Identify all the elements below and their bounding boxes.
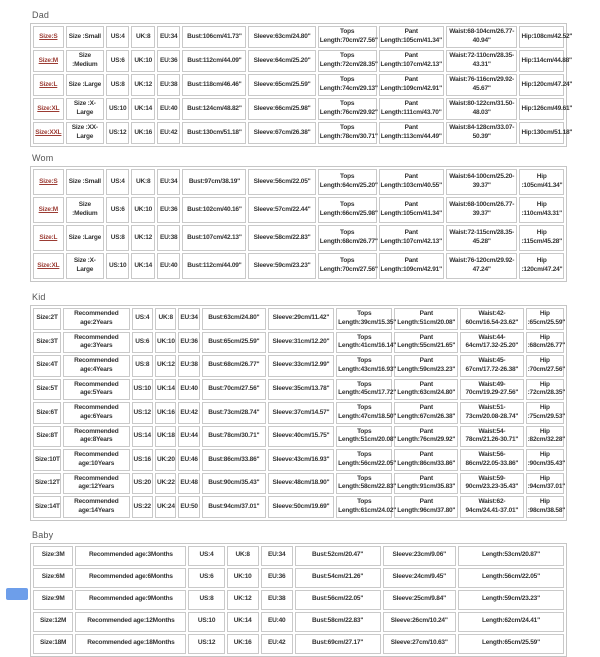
cell-bust: Bust:54cm/21.26": [295, 568, 381, 588]
cell-waist: Waist:59-90cm/23.23-35.43": [460, 473, 523, 495]
size-link[interactable]: Size:XXL: [35, 128, 62, 136]
cell-sleeve: Sleeve:56cm/22.05": [248, 169, 315, 195]
cell-bust: Bust:118cm/46.46": [182, 74, 246, 96]
cell-sleeve: Sleeve:67cm/26.38": [248, 122, 315, 144]
cell-size-name: Size :Large: [66, 225, 104, 251]
cell-recommended-age: Recommended age:12Months: [75, 612, 186, 632]
cell-bust: Bust:56cm/22.05": [295, 590, 381, 610]
cell-sleeve: Sleeve:24cm/9.45": [383, 568, 456, 588]
cell-waist: Waist:72-110cm/28.35-43.31": [446, 50, 518, 72]
cell-tops-length: Tops Length:74cm/29.13": [318, 74, 377, 96]
cell-eu: EU:38: [157, 225, 181, 251]
cell-sleeve: Sleeve:59cm/23.23": [248, 253, 315, 279]
table-row: [33, 332, 564, 354]
cell-hip: Hip :98cm/38.58": [526, 496, 564, 518]
cell-bust: Bust:124cm/48.82": [182, 98, 246, 120]
cell-sleeve: Sleeve:43cm/16.93": [268, 449, 334, 471]
table-row: [33, 308, 564, 330]
cell-uk: UK:10: [155, 332, 176, 354]
cell-waist: Waist:76-120cm/29.92-47.24": [446, 253, 518, 279]
size-link[interactable]: Size:L: [39, 233, 58, 241]
cell-sleeve: Sleeve:50cm/19.69": [268, 496, 334, 518]
cell-recommended-age: Recommended age:9Months: [75, 590, 186, 610]
cell-eu: EU:38: [261, 590, 293, 610]
cell-size: Size:12T: [33, 473, 61, 495]
size-link[interactable]: Size:S: [39, 32, 58, 40]
size-section-kid: [30, 292, 600, 521]
section-label-wom: Wom: [32, 153, 54, 163]
cell-uk: UK:12: [227, 590, 259, 610]
cell-us: US:4: [188, 546, 224, 566]
cell-us: US:4: [132, 308, 153, 330]
cell-waist: Waist:51-73cm/20.08-28.74": [460, 402, 523, 424]
cell-us: US:20: [132, 473, 153, 495]
cell-us: US:12: [106, 122, 130, 144]
cell-tops-length: Tops Length:45cm/17.72": [336, 379, 392, 401]
cell-us: US:6: [132, 332, 153, 354]
cell-sleeve: Sleeve:29cm/11.42": [268, 308, 334, 330]
cell-hip: Hip :72cm/28.35": [526, 379, 564, 401]
table-row: [33, 225, 564, 251]
cell-waist: Waist:45-67cm/17.72-26.38": [460, 355, 523, 377]
size-link[interactable]: Size:XL: [37, 104, 60, 112]
cell-recommended-age: Recommended age:3Years: [63, 332, 129, 354]
size-table-kid: [30, 305, 567, 521]
table-row: [33, 122, 564, 144]
cell-uk: UK:14: [227, 612, 259, 632]
cell-hip: Hip :75cm/29.53": [526, 402, 564, 424]
cell-size-name: Size :Small: [66, 26, 104, 48]
cell-recommended-age: Recommended age:6Years: [63, 402, 129, 424]
cell-us: US:8: [188, 590, 224, 610]
size-table-dad: [30, 23, 573, 147]
cell-waist: Waist:76-116cm/29.92-45.67": [446, 74, 518, 96]
cell-eu: EU:34: [157, 26, 181, 48]
cell-size: [33, 197, 64, 223]
cell-tops-length: Tops Length:43cm/16.93": [336, 355, 392, 377]
cell-uk: UK:8: [131, 169, 155, 195]
cell-eu: EU:36: [157, 50, 181, 72]
cell-us: US:8: [106, 225, 130, 251]
cell-tops-length: Tops Length:76cm/29.92": [318, 98, 377, 120]
table-row: [33, 634, 564, 654]
cell-hip: Hip :68cm/26.77": [526, 332, 564, 354]
cell-uk: UK:10: [131, 50, 155, 72]
cell-sleeve: Sleeve:64cm/25.20": [248, 50, 315, 72]
cell-length: Length:53cm/20.87": [458, 546, 564, 566]
cell-hip: Hip:114cm/44.88": [519, 50, 564, 72]
cell-bust: Bust:97cm/38.19": [182, 169, 246, 195]
cell-sleeve: Sleeve:27cm/10.63": [383, 634, 456, 654]
cell-tops-length: Tops Length:78cm/30.71": [318, 122, 377, 144]
cell-bust: Bust:70cm/27.56": [202, 379, 266, 401]
cell-hip: Hip :120cm/47.24": [519, 253, 564, 279]
cell-us: US:12: [132, 402, 153, 424]
cell-recommended-age: Recommended age:2Years: [63, 308, 129, 330]
size-section-baby: [30, 530, 600, 657]
cell-bust: Bust:58cm/22.83": [295, 612, 381, 632]
cell-size: Size:14T: [33, 496, 61, 518]
cell-uk: UK:8: [155, 308, 176, 330]
cell-size: Size:3T: [33, 332, 61, 354]
cell-hip: Hip :82cm/32.28": [526, 426, 564, 448]
cell-uk: UK:10: [131, 197, 155, 223]
cell-size: Size:3M: [33, 546, 73, 566]
cell-tops-length: Tops Length:47cm/18.50": [336, 402, 392, 424]
cell-tops-length: Tops Length:39cm/15.35": [336, 308, 392, 330]
cell-tops-length: Tops Length:41cm/16.14": [336, 332, 392, 354]
cell-us: US:14: [132, 426, 153, 448]
cell-pant-length: Pant Length:67cm/26.38": [394, 402, 458, 424]
cell-us: US:8: [132, 355, 153, 377]
table-row: [33, 426, 564, 448]
cell-pant-length: Pant Length:51cm/20.08": [394, 308, 458, 330]
cell-size-name: Size :X-Large: [66, 98, 104, 120]
cell-recommended-age: Recommended age:18Months: [75, 634, 186, 654]
cell-uk: UK:10: [227, 568, 259, 588]
cell-pant-length: Pant Length:107cm/42.13": [379, 50, 444, 72]
cell-tops-length: Tops Length:58cm/22.83": [336, 473, 392, 495]
cell-waist: Waist:84-128cm/33.07-50.39": [446, 122, 518, 144]
cell-size: Size:8T: [33, 426, 61, 448]
cell-size: Size:4T: [33, 355, 61, 377]
cell-bust: Bust:107cm/42.13": [182, 225, 246, 251]
cell-recommended-age: Recommended age:8Years: [63, 426, 129, 448]
cell-length: Length:65cm/25.59": [458, 634, 564, 654]
cell-hip: Hip :65cm/25.59": [526, 308, 564, 330]
cell-sleeve: Sleeve:58cm/22.83": [248, 225, 315, 251]
cell-waist: Waist:68-104cm/26.77-40.94": [446, 26, 518, 48]
cell-eu: EU:34: [178, 308, 199, 330]
cell-uk: UK:14: [155, 379, 176, 401]
table-row: [33, 74, 564, 96]
cell-tops-length: Tops Length:64cm/25.20": [318, 169, 377, 195]
cell-eu: EU:42: [157, 122, 181, 144]
table-row: [33, 449, 564, 471]
table-row: [33, 26, 564, 48]
cell-tops-length: Tops Length:70cm/27.56": [318, 26, 377, 48]
cell-waist: Waist:56-86cm/22.05-33.86": [460, 449, 523, 471]
cell-recommended-age: Recommended age:12Years: [63, 473, 129, 495]
cell-us: US:10: [106, 98, 130, 120]
cell-uk: UK:20: [155, 449, 176, 471]
cell-pant-length: Pant Length:55cm/21.65": [394, 332, 458, 354]
cell-eu: EU:44: [178, 426, 199, 448]
cell-pant-length: Pant Length:76cm/29.92": [394, 426, 458, 448]
cell-recommended-age: Recommended age:6Months: [75, 568, 186, 588]
cell-uk: UK:16: [227, 634, 259, 654]
cell-length: Length:59cm/23.23": [458, 590, 564, 610]
cell-tops-length: Tops Length:51cm/20.08": [336, 426, 392, 448]
cell-us: US:10: [106, 253, 130, 279]
cell-bust: Bust:86cm/33.86": [202, 449, 266, 471]
cell-size: Size:9M: [33, 590, 73, 610]
cell-size: [33, 26, 64, 48]
cell-eu: EU:38: [178, 355, 199, 377]
section-label-dad: Dad: [32, 10, 50, 20]
cell-us: US:6: [106, 197, 130, 223]
table-row: [33, 197, 564, 223]
cell-length: Length:56cm/22.05": [458, 568, 564, 588]
cell-tops-length: Tops Length:68cm/26.77": [318, 225, 377, 251]
cell-recommended-age: Recommended age:5Years: [63, 379, 129, 401]
cell-us: US:10: [132, 379, 153, 401]
cell-hip: Hip :105cm/41.34": [519, 169, 564, 195]
size-link[interactable]: Size:XL: [37, 261, 60, 269]
cell-eu: EU:40: [157, 98, 181, 120]
cell-sleeve: Sleeve:26cm/10.24": [383, 612, 456, 632]
cell-uk: UK:18: [155, 426, 176, 448]
cell-us: US:22: [132, 496, 153, 518]
cell-tops-length: Tops Length:66cm/25.98": [318, 197, 377, 223]
cell-bust: Bust:78cm/30.71": [202, 426, 266, 448]
cell-uk: UK:16: [155, 402, 176, 424]
cell-hip: Hip :94cm/37.01": [526, 473, 564, 495]
cell-uk: UK:12: [131, 74, 155, 96]
cell-sleeve: Sleeve:35cm/13.78": [268, 379, 334, 401]
cell-tops-length: Tops Length:70cm/27.56": [318, 253, 377, 279]
cell-size-name: Size :XX-Large: [66, 122, 104, 144]
cell-pant-length: Pant Length:63cm/24.80": [394, 379, 458, 401]
cell-size: Size:2T: [33, 308, 61, 330]
cell-uk: UK:24: [155, 496, 176, 518]
cell-sleeve: Sleeve:25cm/9.84": [383, 590, 456, 610]
cell-eu: EU:42: [261, 634, 293, 654]
cell-pant-length: Pant Length:107cm/42.13": [379, 225, 444, 251]
table-row: [33, 402, 564, 424]
cell-bust: Bust:106cm/41.73": [182, 26, 246, 48]
cell-length: Length:62cm/24.41": [458, 612, 564, 632]
cell-size: [33, 98, 64, 120]
size-link[interactable]: Size:L: [39, 80, 58, 88]
size-section-wom: [30, 153, 600, 282]
cell-size: Size:5T: [33, 379, 61, 401]
cell-bust: Bust:130cm/51.18": [182, 122, 246, 144]
cell-us: US:10: [188, 612, 224, 632]
table-row: [33, 379, 564, 401]
cell-eu: EU:40: [261, 612, 293, 632]
table-row: [33, 473, 564, 495]
table-row: [33, 546, 564, 566]
cell-uk: UK:22: [155, 473, 176, 495]
cell-bust: Bust:73cm/28.74": [202, 402, 266, 424]
cell-waist: Waist:42-60cm/16.54-23.62": [460, 308, 523, 330]
cell-sleeve: Sleeve:57cm/22.44": [248, 197, 315, 223]
cell-size: Size:6T: [33, 402, 61, 424]
cell-size: [33, 169, 64, 195]
cell-uk: UK:8: [227, 546, 259, 566]
cell-sleeve: Sleeve:23cm/9.06": [383, 546, 456, 566]
cell-waist: Waist:44-64cm/17.32-25.20": [460, 332, 523, 354]
cell-sleeve: Sleeve:48cm/18.90": [268, 473, 334, 495]
cell-us: US:4: [106, 26, 130, 48]
cell-recommended-age: Recommended age:14Years: [63, 496, 129, 518]
cell-waist: Waist:80-122cm/31.50-48.03": [446, 98, 518, 120]
cell-us: US:8: [106, 74, 130, 96]
cell-hip: Hip:108cm/42.52": [519, 26, 564, 48]
cell-sleeve: Sleeve:63cm/24.80": [248, 26, 315, 48]
cell-pant-length: Pant Length:113cm/44.49": [379, 122, 444, 144]
cell-sleeve: Sleeve:40cm/15.75": [268, 426, 334, 448]
cell-uk: UK:16: [131, 122, 155, 144]
table-row: [33, 496, 564, 518]
table-row: [33, 98, 564, 120]
cell-us: US:6: [106, 50, 130, 72]
cell-pant-length: Pant Length:105cm/41.34": [379, 26, 444, 48]
cell-bust: Bust:63cm/24.80": [202, 308, 266, 330]
cell-size-name: Size :X-Large: [66, 253, 104, 279]
cell-size: Size:6M: [33, 568, 73, 588]
cell-waist: Waist:68-100cm/26.77-39.37": [446, 197, 518, 223]
cell-size: [33, 50, 64, 72]
cell-pant-length: Pant Length:59cm/23.23": [394, 355, 458, 377]
cell-sleeve: Sleeve:31cm/12.20": [268, 332, 334, 354]
cell-bust: Bust:90cm/35.43": [202, 473, 266, 495]
cell-waist: Waist:64-100cm/25.20-39.37": [446, 169, 518, 195]
cell-size: Size:12M: [33, 612, 73, 632]
cell-pant-length: Pant Length:105cm/41.34": [379, 197, 444, 223]
table-row: [33, 612, 564, 632]
cell-bust: Bust:65cm/25.59": [202, 332, 266, 354]
size-link[interactable]: Size:M: [38, 56, 59, 64]
cell-eu: EU:50: [178, 496, 199, 518]
cell-pant-length: Pant Length:86cm/33.86": [394, 449, 458, 471]
cell-pant-length: Pant Length:111cm/43.70": [379, 98, 444, 120]
cell-size: [33, 225, 64, 251]
cell-bust: Bust:112cm/44.09": [182, 50, 246, 72]
cell-size: Size:18M: [33, 634, 73, 654]
cell-eu: EU:46: [178, 449, 199, 471]
size-table-wom: [30, 166, 567, 282]
cell-eu: EU:38: [157, 74, 181, 96]
cell-waist: Waist:54-78cm/21.26-30.71": [460, 426, 523, 448]
cell-uk: UK:14: [131, 98, 155, 120]
cell-hip: Hip:126cm/49.61": [519, 98, 564, 120]
cell-us: US:6: [188, 568, 224, 588]
cell-bust: Bust:94cm/37.01": [202, 496, 266, 518]
cell-bust: Bust:68cm/26.77": [202, 355, 266, 377]
cell-bust: Bust:112cm/44.09": [182, 253, 246, 279]
cell-uk: UK:14: [131, 253, 155, 279]
cell-uk: UK:12: [155, 355, 176, 377]
cell-bust: Bust:52cm/20.47": [295, 546, 381, 566]
cell-eu: EU:36: [261, 568, 293, 588]
cell-recommended-age: Recommended age:3Months: [75, 546, 186, 566]
partial-blue-element: [6, 588, 28, 600]
cell-sleeve: Sleeve:33cm/12.99": [268, 355, 334, 377]
cell-size-name: Size :Medium: [66, 50, 104, 72]
cell-hip: Hip :110cm/43.31": [519, 197, 564, 223]
cell-pant-length: Pant Length:96cm/37.80": [394, 496, 458, 518]
section-label-baby: Baby: [32, 529, 54, 540]
cell-sleeve: Sleeve:66cm/25.98": [248, 98, 315, 120]
cell-uk: UK:12: [131, 225, 155, 251]
cell-pant-length: Pant Length:91cm/35.83": [394, 473, 458, 495]
cell-pant-length: Pant Length:109cm/42.91": [379, 74, 444, 96]
cell-us: US:12: [188, 634, 224, 654]
cell-us: US:16: [132, 449, 153, 471]
cell-recommended-age: Recommended age:4Years: [63, 355, 129, 377]
cell-waist: Waist:62-94cm/24.41-37.01": [460, 496, 523, 518]
cell-eu: EU:34: [157, 169, 181, 195]
cell-size-name: Size :Large: [66, 74, 104, 96]
cell-hip: Hip:130cm/51.18": [519, 122, 564, 144]
section-label-kid: Kid: [32, 292, 46, 302]
cell-bust: Bust:102cm/40.16": [182, 197, 246, 223]
table-row: [33, 253, 564, 279]
cell-tops-length: Tops Length:56cm/22.05": [336, 449, 392, 471]
cell-eu: EU:42: [178, 402, 199, 424]
cell-eu: EU:36: [178, 332, 199, 354]
cell-hip: Hip :90cm/35.43": [526, 449, 564, 471]
cell-pant-length: Pant Length:103cm/40.55": [379, 169, 444, 195]
cell-us: US:4: [106, 169, 130, 195]
cell-size: [33, 253, 64, 279]
cell-eu: EU:34: [261, 546, 293, 566]
cell-eu: EU:36: [157, 197, 181, 223]
cell-tops-length: Tops Length:61cm/24.02": [336, 496, 392, 518]
table-row: [33, 355, 564, 377]
cell-size: Size:10T: [33, 449, 61, 471]
cell-pant-length: Pant Length:109cm/42.91": [379, 253, 444, 279]
size-link[interactable]: Size:S: [39, 177, 58, 185]
cell-hip: Hip :70cm/27.56": [526, 355, 564, 377]
cell-size: [33, 74, 64, 96]
cell-sleeve: Sleeve:37cm/14.57": [268, 402, 334, 424]
cell-tops-length: Tops Length:72cm/28.35": [318, 50, 377, 72]
cell-recommended-age: Recommended age:10Years: [63, 449, 129, 471]
cell-uk: UK:8: [131, 26, 155, 48]
table-row: [33, 568, 564, 588]
size-section-dad: [30, 10, 600, 147]
table-row: [33, 50, 564, 72]
cell-size-name: Size :Small: [66, 169, 104, 195]
cell-waist: Waist:72-115cm/28.35-45.28": [446, 225, 518, 251]
cell-sleeve: Sleeve:65cm/25.59": [248, 74, 315, 96]
table-row: [33, 169, 564, 195]
cell-hip: Hip:120cm/47.24": [519, 74, 564, 96]
cell-eu: EU:40: [178, 379, 199, 401]
size-link[interactable]: Size:M: [38, 205, 59, 213]
cell-bust: Bust:69cm/27.17": [295, 634, 381, 654]
cell-eu: EU:48: [178, 473, 199, 495]
cell-hip: Hip :115cm/45.28": [519, 225, 564, 251]
cell-waist: Waist:49-70cm/19.29-27.56": [460, 379, 523, 401]
cell-eu: EU:40: [157, 253, 181, 279]
cell-size-name: Size :Medium: [66, 197, 104, 223]
cell-size: [33, 122, 64, 144]
